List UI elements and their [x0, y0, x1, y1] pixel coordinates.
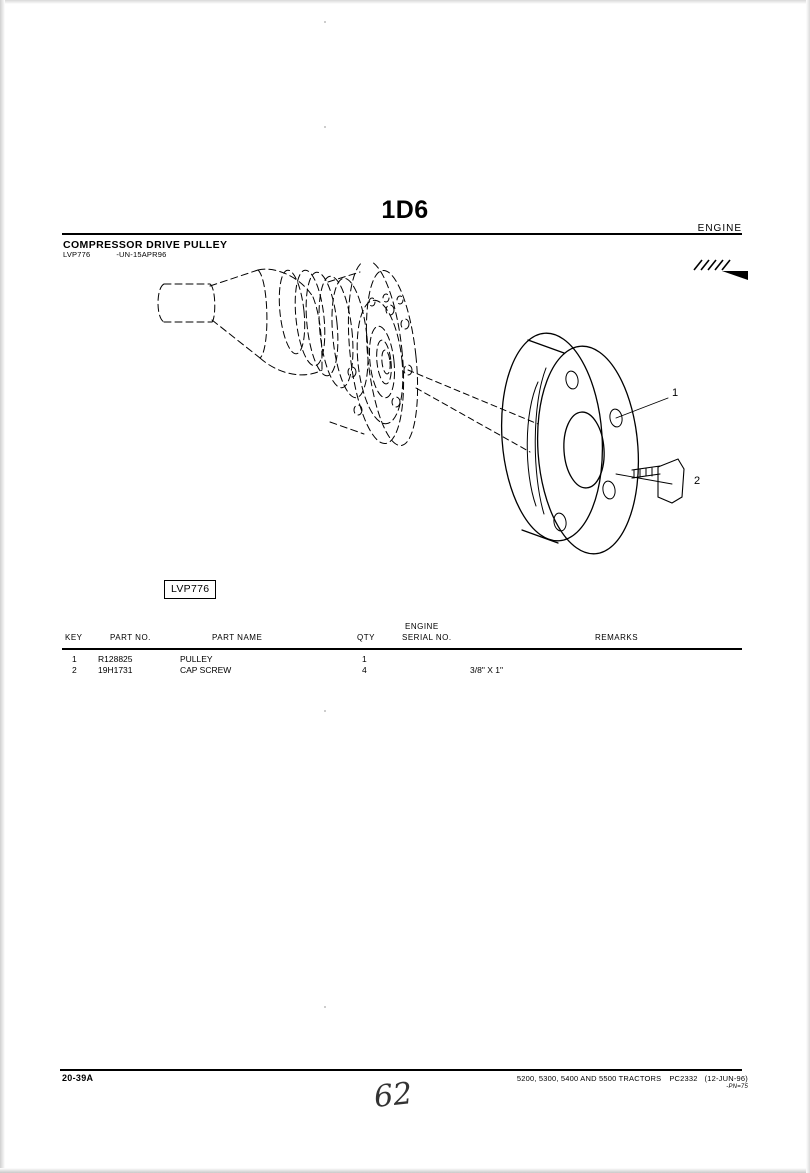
group-title: COMPRESSOR DRIVE PULLEY: [63, 239, 228, 251]
footer-code: 20-39A: [62, 1073, 94, 1083]
parts-illustration: [60, 262, 750, 622]
parts-table-header: [62, 616, 742, 646]
scan-speckle: [324, 21, 326, 23]
table-row: [62, 665, 742, 676]
callout-1-label: 1: [672, 387, 679, 399]
scan-edge-left: [0, 0, 5, 1173]
scan-edge-right: [806, 0, 810, 1173]
scan-speckle: [324, 126, 326, 128]
callout-2-label: 2: [694, 475, 701, 487]
table-rule: [62, 648, 742, 650]
footer-rule: [60, 1069, 742, 1071]
cell-qty: 4: [362, 665, 367, 675]
cell-serial-no: 3/8" X 1": [470, 665, 503, 675]
cell-part-no: 19H1731: [98, 665, 133, 675]
part-badge: LVP776: [164, 580, 216, 599]
footer-pn: -PN=75: [726, 1084, 748, 1090]
table-row: [62, 654, 742, 665]
figure-date: -UN-15APR96: [116, 250, 167, 259]
scan-edge-bottom: [0, 1168, 810, 1173]
parts-table-body: [62, 654, 742, 676]
figure-code-line: [63, 250, 166, 259]
header-key: KEY: [65, 633, 83, 642]
cell-part-no: R128825: [98, 654, 133, 664]
handwritten-page-number: 62: [372, 1076, 414, 1115]
header-part-no: PART NO.: [110, 633, 151, 642]
header-qty: QTY: [357, 633, 375, 642]
page-title: 1D6: [381, 196, 429, 224]
figure-code: LVP776: [63, 250, 91, 259]
scan-speckle: [324, 1006, 326, 1008]
header-rule: [62, 233, 742, 235]
cell-part-name: PULLEY: [180, 654, 213, 664]
cell-key: 1: [72, 654, 77, 664]
header-serial-no: SERIAL NO.: [402, 633, 452, 642]
header-part-name: PART NAME: [212, 633, 263, 642]
footer-models: 5200, 5300, 5400 AND 5500 TRACTORS: [516, 1074, 662, 1083]
cell-part-name: CAP SCREW: [180, 665, 232, 675]
scan-speckle: [324, 710, 326, 712]
cell-key: 2: [72, 665, 77, 675]
section-label: ENGINE: [697, 223, 742, 234]
footer-date: (12-JUN-96): [704, 1074, 748, 1083]
footer-info: [517, 1074, 748, 1090]
cell-qty: 1: [362, 654, 367, 664]
header-engine: ENGINE: [405, 622, 439, 631]
scan-edge-top: [0, 0, 810, 4]
header-remarks: REMARKS: [595, 633, 639, 642]
footer-manual: PC2332: [669, 1074, 698, 1083]
